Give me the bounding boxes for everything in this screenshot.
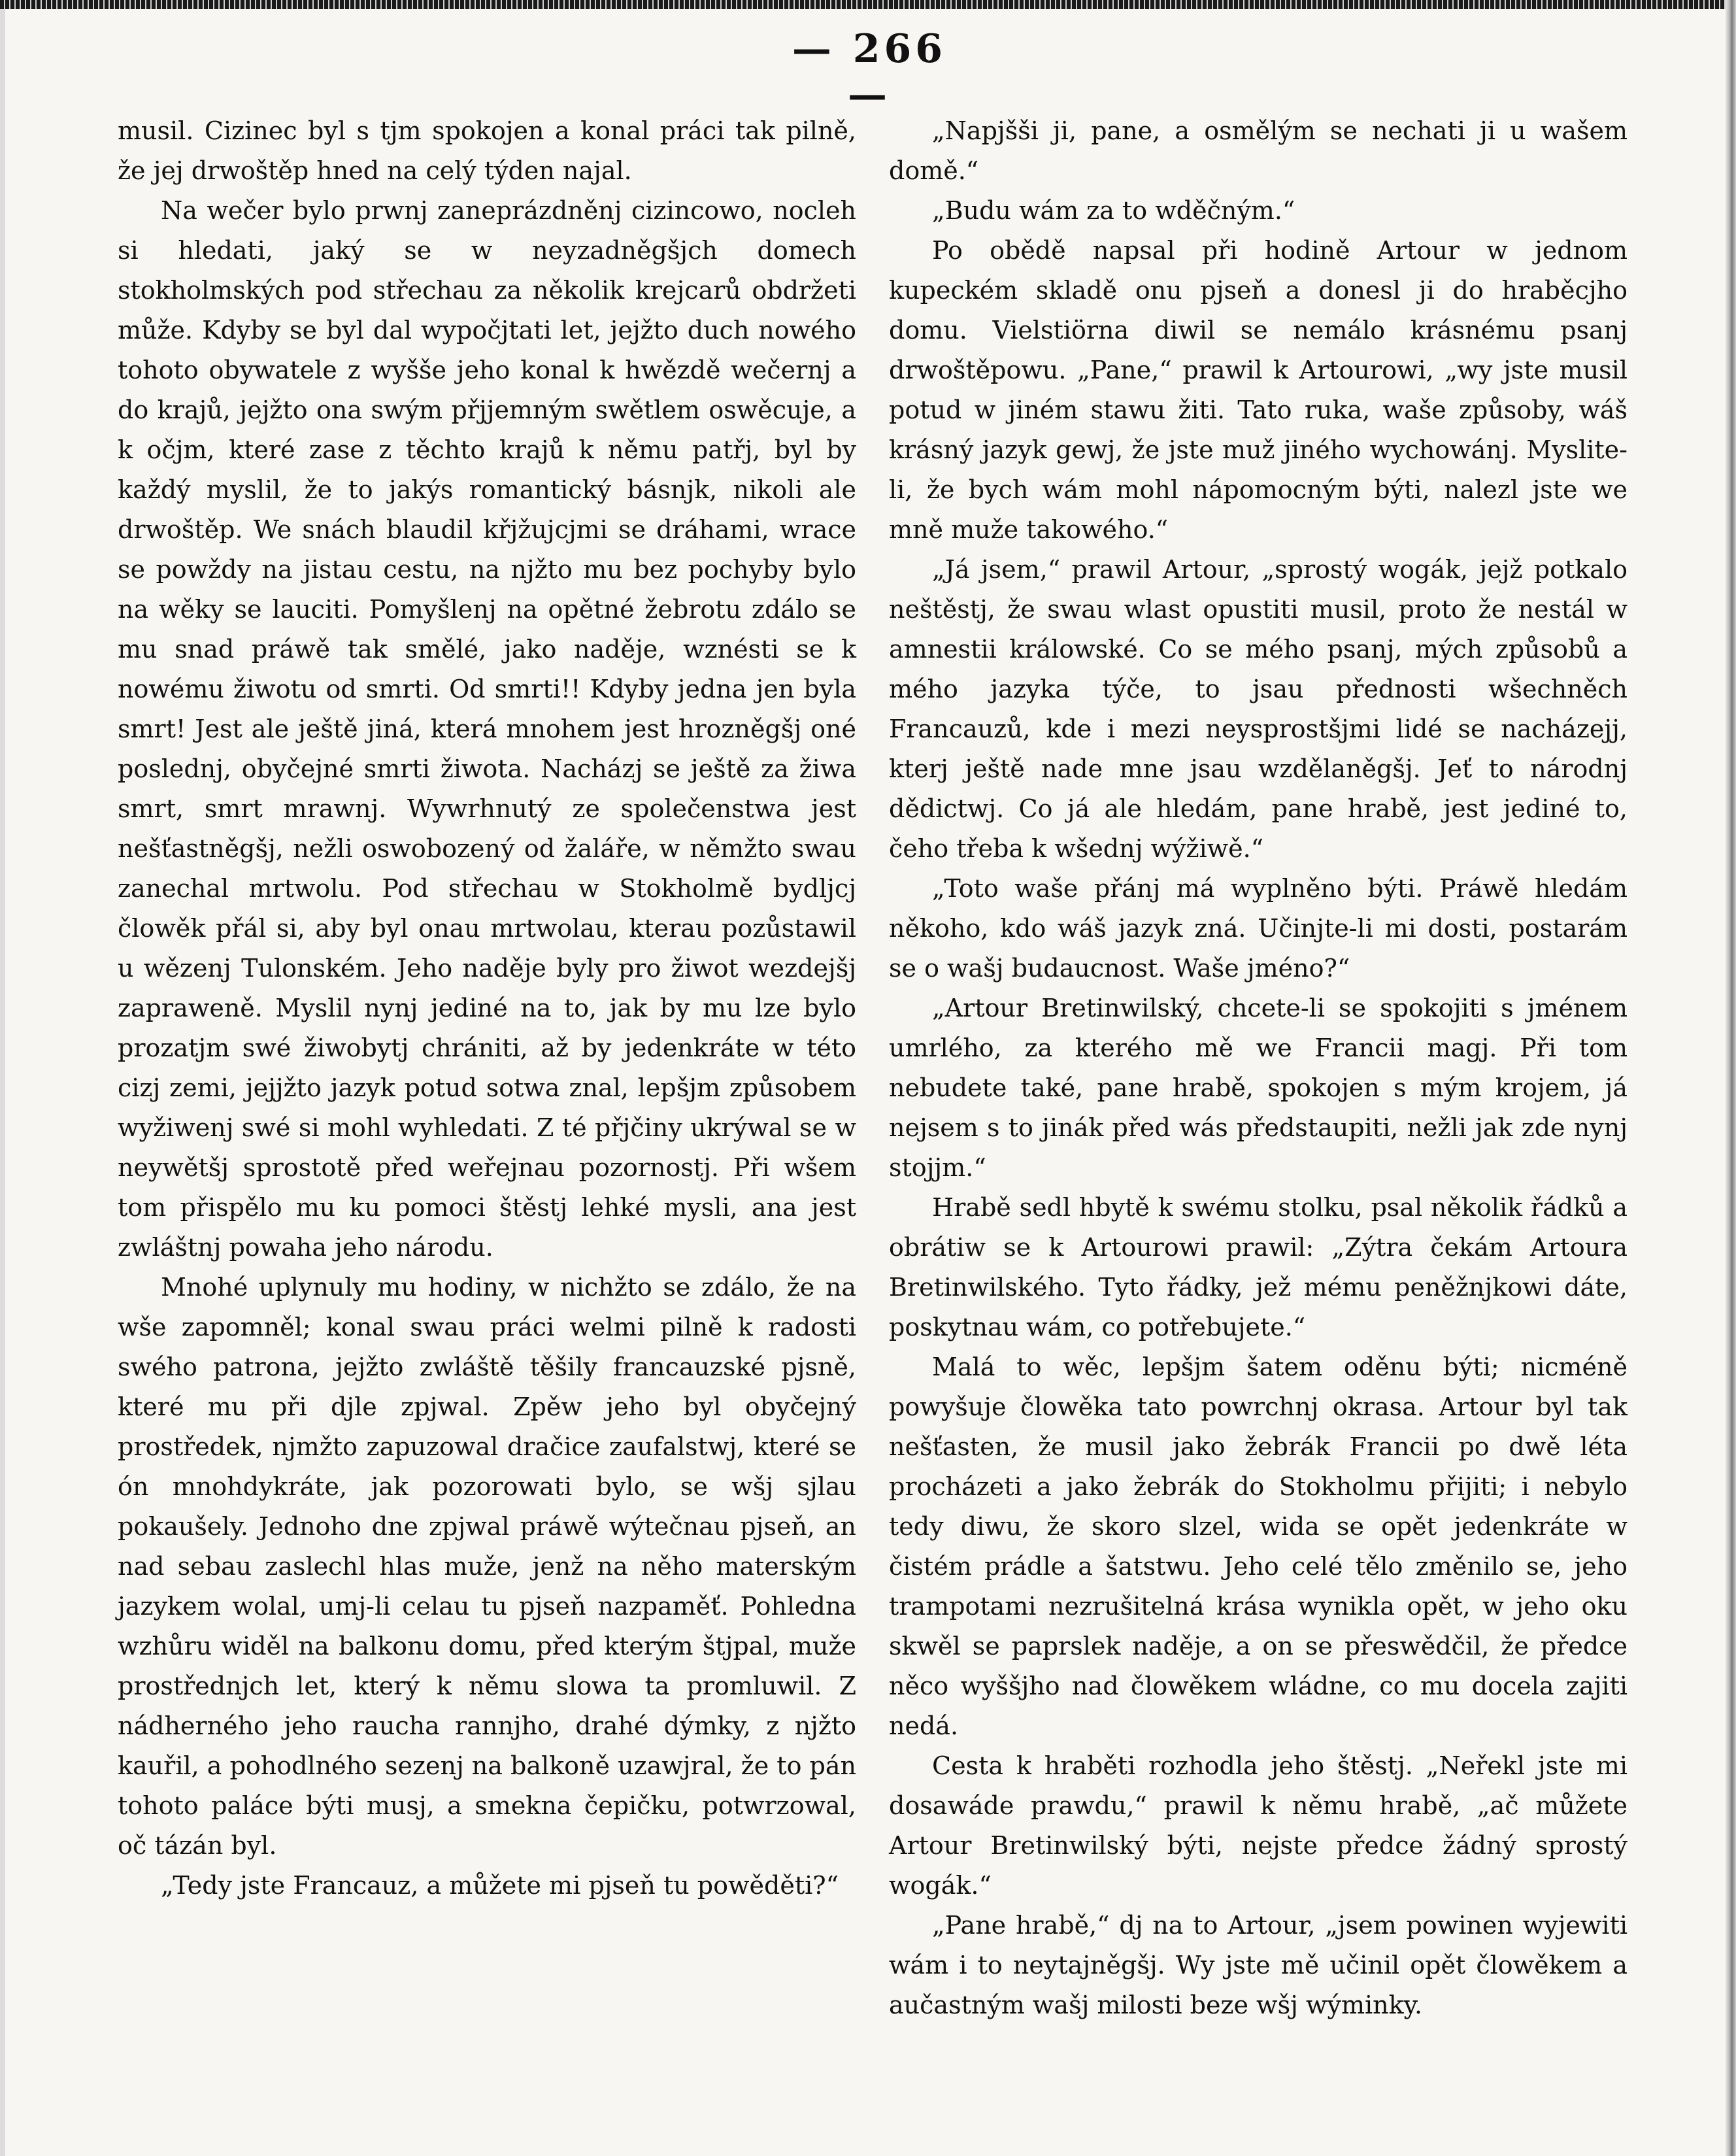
paragraph: „Napjšši ji, pane, a osmělým se nechati ji u wašem domě.“ [889,116,1628,185]
paragraph: Cesta k hraběti rozhodla jeho štěstj. „Neřekl jste mi dosawáde prawdu,“ prawil k němu hrabě, „ač můžete Artour Bretinwilský býti, nejste předce žádný sprostý wogák.“ [889,1751,1628,1900]
paragraph: Po obědě napsal při hodině Artour w jednom kupeckém skladě onu pjseň a donesl ji do hraběcjho domu. Vielstiörna diwil se nemálo krásnému psanj drwoštěpowu. „Pane,“ prawil k Artourowi, „wy jste musil potud w jiném stawu žiti. Tato ruka, waše způsoby, wáš krásný jazyk gewj, že jste muž jiného wychowánj. Myslite-li, že bych wám mohl nápomocným býti, nalezl jste we mně muže takowého.“ [889,236,1628,544]
page-number: — 266 — [792,26,947,118]
paragraph: „Pane hrabě,“ dj na to Artour, „jsem powinen wyjewiti wám i to neytajněgšj. Wy jste mě učinil opět člowěkem a aučastným wašj milosti beze wšj wýminky. [889,1911,1628,2019]
paragraph: Malá to wěc, lepšjm šatem oděnu býti; nicméně powyšuje člowěka tato powrchnj okrasa. Artour byl tak nešťasten, že musil jako žebrák Francii po dwě léta procházeti a jako žebrák do Stokholmu přijiti; i nebylo tedy diwu, že skoro slzel, wida se opět jedenkráte w čistém prádle a šatstwu. Jeho celé tělo změnilo se, jeho trampotami nezrušitelná krása wynikla opět, w jeho oku skwěl se paprslek naděje, a on se přeswědčil, že předce něco wyššjho nad člowěkem wládne, co mu docela zajiti nedá. [889,1353,1628,1740]
paragraph: Hrabě sedl hbytě k swému stolku, psal několik řádků a obrátiw se k Artourowi prawil: „Zýtra čekám Artoura Bretinwilského. Tyto řádky, jež mému peněžnjkowi dáte, poskytnau wám, co potřebujete.“ [889,1193,1628,1341]
top-border [0,0,1736,9]
paragraph: Mnohé uplynuly mu hodiny, w nichžto se zdálo, že na wše zapomněl; konal swau práci welmi pilně k radosti swého patrona, jejžto zwláště těšily francauzské pjsně, které mu při djle zpjwal. Zpěw jeho byl obyčejný prostředek, njmžto zapuzowal dračice zaufalstwj, které se ón mnohdykráte, jak pozorowati bylo, se wšj sjlau pokaušely. Jednoho dne zpjwal práwě wýtečnau pjseň, an nad sebau zaslechl hlas muže, jenž na něho materským jazykem wolal, umj-li celau tu pjseň nazpaměť. Pohledna wzhůru widěl na balkonu domu, před kterým štjpal, muže prostřednjch let, který k němu slowa ta promluwil. Z nádherného jeho raucha rannjho, drahé dýmky, z njžto kauřil, a pohodlného sezenj na balkoně uzawjral, že to pán tohoto paláce býti musj, a smekna čepičku, potwrzowal, oč tázán byl. [118,1273,856,1860]
paragraph: musil. Cizinec byl s tjm spokojen a konal práci tak pilně, že jej drwoštěp hned na celý týden najal. [118,116,856,185]
paragraph: „Toto waše přánj má wyplněno býti. Práwě hledám někoho, kdo wáš jazyk zná. Učinjte-li mi dosti, postarám se o wašj budaucnost. Waše jméno?“ [889,874,1628,983]
page-right-edge [1726,0,1736,2156]
paragraph: Na wečer bylo prwnj zaneprázdněnj cizincowo, nocleh si hledati, jaký se w neyzadněgšjch domech stokholmských pod střechau za několik krejcarů obdržeti může. Kdyby se byl dal wypočjtati let, jejžto duch nowého tohoto obywatele z wyšše jeho konal k hwězdě wečernj a do krajů, jejžto ona swým přjjemným swětlem oswěcuje, a k očjm, které zase z těchto krajů k němu patřj, byl by každý myslil, že to jakýs romantický básnjk, nikoli ale drwoštěp. We snách blaudil křjžujcjmi se dráhami, wrace se powždy na jistau cestu, na njžto mu bez pochyby bylo na wěky se lauciti. Pomyšlenj na opětné žebrotu zdálo se mu snad práwě tak smělé, jako naděje, wznésti se k nowému žiwotu od smrti. Od smrti!! Kdyby jedna jen byla smrt! Jest ale ještě jiná, která mnohem jest hrozněgšj oné poslednj, obyčejné smrti žiwota. Nacházj se ještě za žiwa smrt, smrt mrawnj. Wywrhnutý ze společenstwa jest nešťastněgšj, nežli oswobozený od žaláře, w němžto swau zanechal mrtwolu. Pod střechau w Stokholmě bydljcj člowěk přál si, aby byl onau mrtwolau, kterau pozůstawil u wězenj Tulonském. Jeho naděje byly pro žiwot wezdejšj zapraweně. Myslil nynj jediné na to, jak by mu lze bylo prozatjm swé žiwobytj chrániti, až by jedenkráte w této cizj zemi, jejjžto jazyk potud sotwa znal, lepšjm způsobem wyžiwenj swé si mohl wyhledati. Z té přjčiny ukrýwal se w neywětšj sprostotě před weřejnau pozornostj. Při wšem tom přispělo mu ku pomoci štěstj lehké mysli, ana jest zwláštnj powaha jeho národu. [118,196,856,1262]
paragraph: „Tedy jste Francauz, a můžete mi pjseň tu powěděti?“ [161,1871,839,1900]
right-column [889,111,1628,2025]
paragraph: „Artour Bretinwilský, chcete-li se spokojiti s jménem umrlého, za kterého mě we Francii magj. Při tom nebudete také, pane hrabě, spokojen s mým krojem, já nejsem s to jinák před wás předstaupiti, nežli jak zde nynj stojjm.“ [889,994,1628,1182]
page-left-edge [0,0,5,2156]
left-column [118,111,856,1906]
paragraph: „Budu wám za to wděčným.“ [932,196,1295,225]
paragraph: „Já jsem,“ prawil Artour, „sprostý wogák, jejž potkalo neštěstj, že swau wlast opustiti musil, proto že nestál w amnestii králowské. Co se mého psanj, mých způsobů a mého jazyka týče, to jsau přednosti wšechněch Francauzů, kde i mezi neysprostšjmi lidé se nacházejj, kterj ještě nade mne jsau wzdělaněgšj. Jeť to národnj dědictwj. Co já ale hledám, pane hrabě, jest jediné to, čeho třeba k wšednj wýžiwě.“ [889,555,1628,863]
